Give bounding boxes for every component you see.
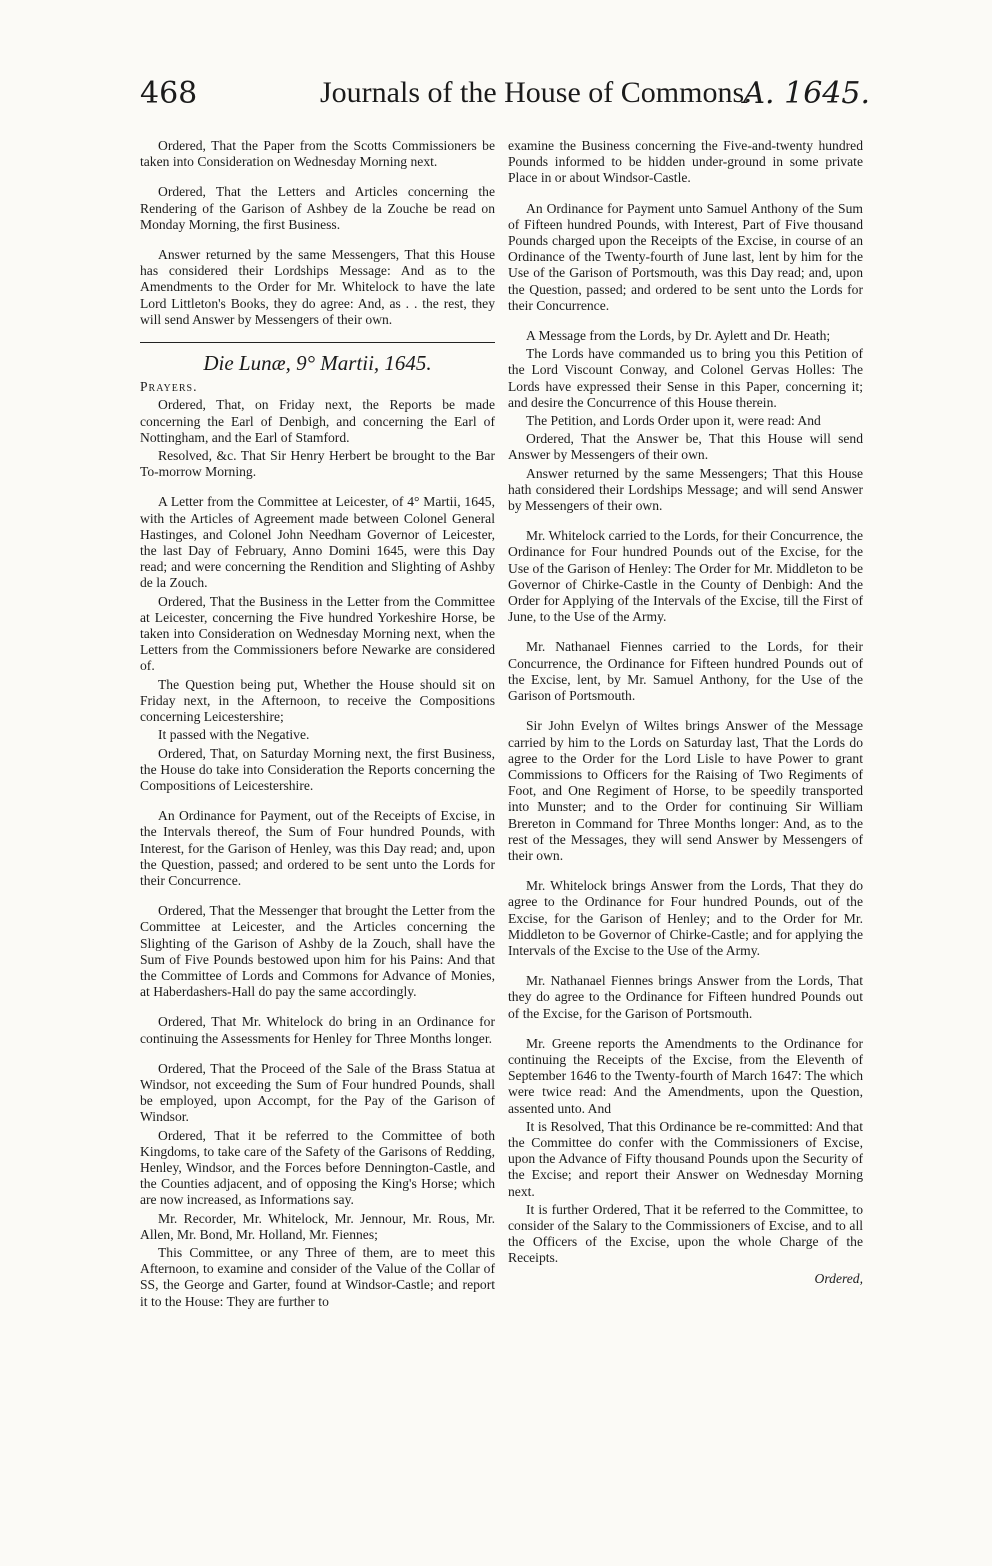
journal-entry <box>140 1245 495 1310</box>
journal-entry <box>140 903 495 1000</box>
entry-text: Sir John Evelyn of Wiltes brings Answer of the Message carried by him to the Lords on Saturday last, That the Lords do agree to the Order for the Lord Lisle to have Power to grant Commissions to Officers for the Raising of Two Regiments of Foot, and One Regiment of Horse, to be speedily transported into Munster; and to the Order for continuing Sir William Brereton in Command for Three Months longer: And, as to the rest of the Messages, they will send Answer by Messengers of their own. <box>508 718 863 863</box>
entry-text: Ordered, That the Answer be, That this House will send Answer by Messengers of their own. <box>508 431 863 463</box>
entry-text: It is Resolved, That this Ordinance be re-committed: And that the Committee do confer with the Commissioners of Excise, upon the Advance of Fifty thousand Pounds upon the Security of the Excise; and report their Answer on Wednesday Morning next. <box>508 1118 863 1199</box>
right-column <box>508 138 863 1287</box>
left-column-top <box>140 138 495 328</box>
entry-text: The Question being put, Whether the House should sit on Friday next, in the Afternoon, to receive the Compositions concerning Leicestershire; <box>140 676 495 725</box>
entry-text: Ordered, That Mr. Whitelock do bring in an Ordinance for continuing the Assessments for Henley for Three Months longer. <box>140 1014 495 1046</box>
journal-entry <box>140 397 495 446</box>
entry-text: A Message from the Lords, by Dr. Aylett and Dr. Heath; <box>526 328 831 344</box>
entry-text: Answer returned by the same Messengers; That this House hath considered their Lordships Message; and will send Answer by Messengers of their own. <box>508 465 863 514</box>
entry-text: An Ordinance for Payment unto Samuel Anthony of the Sum of Fifteen hundred Pounds, with Interest, Part of Five thousand Pounds charged upon the Receipts of the Excise, in course of an Ordinance of the Twenty-fourth of June last, lent by him for the Use of the Garison of Portsmouth, was this Day read; and, upon the Question, passed; and ordered to be sent unto the Lords for their Concurrence. <box>508 200 863 313</box>
entry-text: Ordered, That it be referred to the Committee of both Kingdoms, to take care of the Safety of the Garisons of Redding, Henley, Windsor, and the Forces before Dennington-Castle, and the Counties adjacent, and of opposing the King's Horse; which are now increased, as Informations say. <box>140 1127 495 1208</box>
entry-text: Mr. Greene reports the Amendments to the Ordinance for continuing the Receipts of the Excise, from the Eleventh of September 1646 to the Twenty-fourth of March 1647: The which were twice read: And the Amendments, upon the Question, assented unto. And <box>508 1035 863 1116</box>
entry-text: Mr. Whitelock brings Answer from the Lords, That they do agree to the Ordinance for Four hundred Pounds, out of the Excise, for the Garison of Henley; and to the Order for Mr. Middleton to be Governor of Chirke-Castle; and for applying the Intervals of the Excise to the Use of the Army. <box>508 878 863 958</box>
left-column-entries <box>140 397 495 1309</box>
entry-text: Mr. Nathanael Fiennes brings Answer from the Lords, That they do agree to the Ordinance for Fifteen hundred Pounds out of the Excise, for the Garison of Portsmouth. <box>508 973 863 1021</box>
entry-text: The Petition, and Lords Order upon it, were read: And <box>526 413 821 429</box>
journal-entry <box>140 1061 495 1126</box>
entry-text: It is further Ordered, That it be referred to the Committee, to consider of the Salary to the Commissioners of Excise, and to all the Officers of the Excise, upon the whole Charge of the Receipts. <box>508 1201 863 1266</box>
page-header <box>140 76 870 122</box>
journal-entry <box>508 346 863 411</box>
entry-text: An Ordinance for Payment, out of the Receipts of Excise, in the Intervals thereof, the Sum of Four hundred Pounds, with Interest, for the Garison of Henley, was this Day read; and, upon the Question, passed; and ordered to be sent unto the Lords for their Concurrence. <box>140 808 495 888</box>
journal-entry <box>140 594 495 675</box>
journal-entry <box>508 1119 863 1200</box>
journal-entry <box>508 328 863 344</box>
journal-entry <box>508 639 863 704</box>
journal-entry <box>508 1202 863 1267</box>
entry-text: This Committee, or any Three of them, are to meet this Afternoon, to examine and consider of the Value of the Collar of SS, the George and Garter, found at Windsor-Castle; and report it to the House: They are further to <box>140 1244 495 1309</box>
entry-text: Ordered, That the Proceed of the Sale of the Brass Statua at Windsor, not exceeding the Sum of Four hundred Pounds, shall be employed, upon Accompt, for the Pay of the Garison of Windsor. <box>140 1060 495 1125</box>
journal-entry <box>140 1014 495 1046</box>
journal-entry <box>140 494 495 591</box>
journal-entry <box>508 431 863 463</box>
entry-text: The Lords have commanded us to bring you this Petition of the Lord Viscount Conway, and Colonel Gervas Holles: The Lords have expressed their Sense in this Paper, concerning it; and desire the Concurrence of this House therein. <box>508 346 863 410</box>
entry-text: Ordered, That, on Saturday Morning next, the first Business, the House do take into Consideration the Reports concerning the Compositions of Leicestershire. <box>140 745 495 793</box>
page-year: A. 1645. <box>743 76 870 111</box>
right-column-entries <box>508 138 863 1267</box>
journal-entry <box>140 727 495 743</box>
entry-text: Mr. Recorder, Mr. Whitelock, Mr. Jennour, Mr. Rous, Mr. Allen, Mr. Bond, Mr. Holland, Mr. Fiennes; <box>140 1210 495 1242</box>
journal-entry <box>140 247 495 328</box>
date-heading: Die Lunæ, 9° Martii, 1645. <box>203 351 432 376</box>
journal-entry <box>508 528 863 625</box>
journal-entry <box>508 413 863 429</box>
journal-title: Journals of the House of Commons. <box>320 76 752 109</box>
journal-entry <box>140 448 495 480</box>
section-divider <box>140 342 495 343</box>
entry-text: A Letter from the Committee at Leicester, of 4° Martii, 1645, with the Articles of Agreement made between Colonel General Hastinges, and Colonel John Needham Governor of Leicester, the last Day of February, Anno Domini 1645, were this Day read; and were concerning the Rendition and Slighting of Ashby de la Zouch. <box>140 494 495 591</box>
entry-text: Ordered, That, on Friday next, the Reports be made concerning the Earl of Denbigh, and concerning the Earl of Nottingham, and the Earl of Stamford. <box>140 397 495 445</box>
journal-entry <box>508 466 863 515</box>
journal-entry <box>508 878 863 959</box>
journal-entry <box>508 718 863 864</box>
entry-text: Ordered, That the Messenger that brought the Letter from the Committee at Leicester, and the Articles concerning the Slighting of the Garison of Ashby de la Zouch, shall have the Sum of Five Pounds bestowed upon him for his Pains: And that the Committee of Lords and Commons for Advance of Monies, at Haberdashers-Hall do pay the same accordingly. <box>140 903 495 1000</box>
entry-text: Ordered, That the Paper from the Scotts Commissioners be taken into Consideration on Wednesday Morning next. <box>140 138 495 170</box>
prayers-label: Prayers. <box>140 379 198 395</box>
journal-entry <box>508 138 863 187</box>
entry-text: Resolved, &c. That Sir Henry Herbert be brought to the Bar To-morrow Morning. <box>140 448 495 480</box>
page-number: 468 <box>140 76 198 111</box>
journal-entry <box>508 201 863 314</box>
catchword: Ordered, <box>814 1270 863 1286</box>
journal-entry <box>140 1211 495 1243</box>
entry-text: Mr. Nathanael Fiennes carried to the Lords, for their Concurrence, the Ordinance for Fifteen hundred Pounds out of the Excise, lent, by Mr. Samuel Anthony, for the Use of the Garison of Portsmouth. <box>508 639 863 704</box>
entry-text: Mr. Whitelock carried to the Lords, for their Concurrence, the Ordinance for Four hundred Pounds out of the Excise, for the Use of the Garison of Henley: The Order for Mr. Middleton to be Governor of Chirke-Castle in the County of Denbigh: And the Order for Applying of the Intervals of the Excise, till the First of June, to the Use of the Army. <box>508 528 863 625</box>
journal-entry <box>140 1128 495 1209</box>
journal-entry <box>140 677 495 726</box>
entry-text: Answer returned by the same Messengers, That this House has considered their Lordships Message: And as to the Amendments to the Order for Mr. Whitelock to have the late Lord Littleton's Books, they do agree: And, as . . the rest, they will send Answer by Messengers of their own. <box>140 247 495 327</box>
journal-entry <box>508 1036 863 1117</box>
journal-entry <box>140 138 495 170</box>
entry-text: Ordered, That the Business in the Letter from the Committee at Leicester, concerning the Five hundred Yorkeshire Horse, be taken into Consideration on Wednesday Morning next, when the Letters from the Commissioners before Newarke are considered of. <box>140 593 495 674</box>
entry-text: examine the Business concerning the Five-and-twenty hundred Pounds informed to be hidden under-ground in some private Place in or about Windsor-Castle. <box>508 138 863 186</box>
journal-entry <box>140 184 495 233</box>
journal-entry <box>140 808 495 889</box>
journal-entry <box>508 973 863 1022</box>
journal-entry <box>140 746 495 795</box>
entry-text: Ordered, That the Letters and Articles concerning the Rendering of the Garison of Ashbey de la Zouche be read on Monday Morning, the first Business. <box>140 184 495 232</box>
left-column <box>140 138 495 1310</box>
entry-text: It passed with the Negative. <box>158 727 310 743</box>
